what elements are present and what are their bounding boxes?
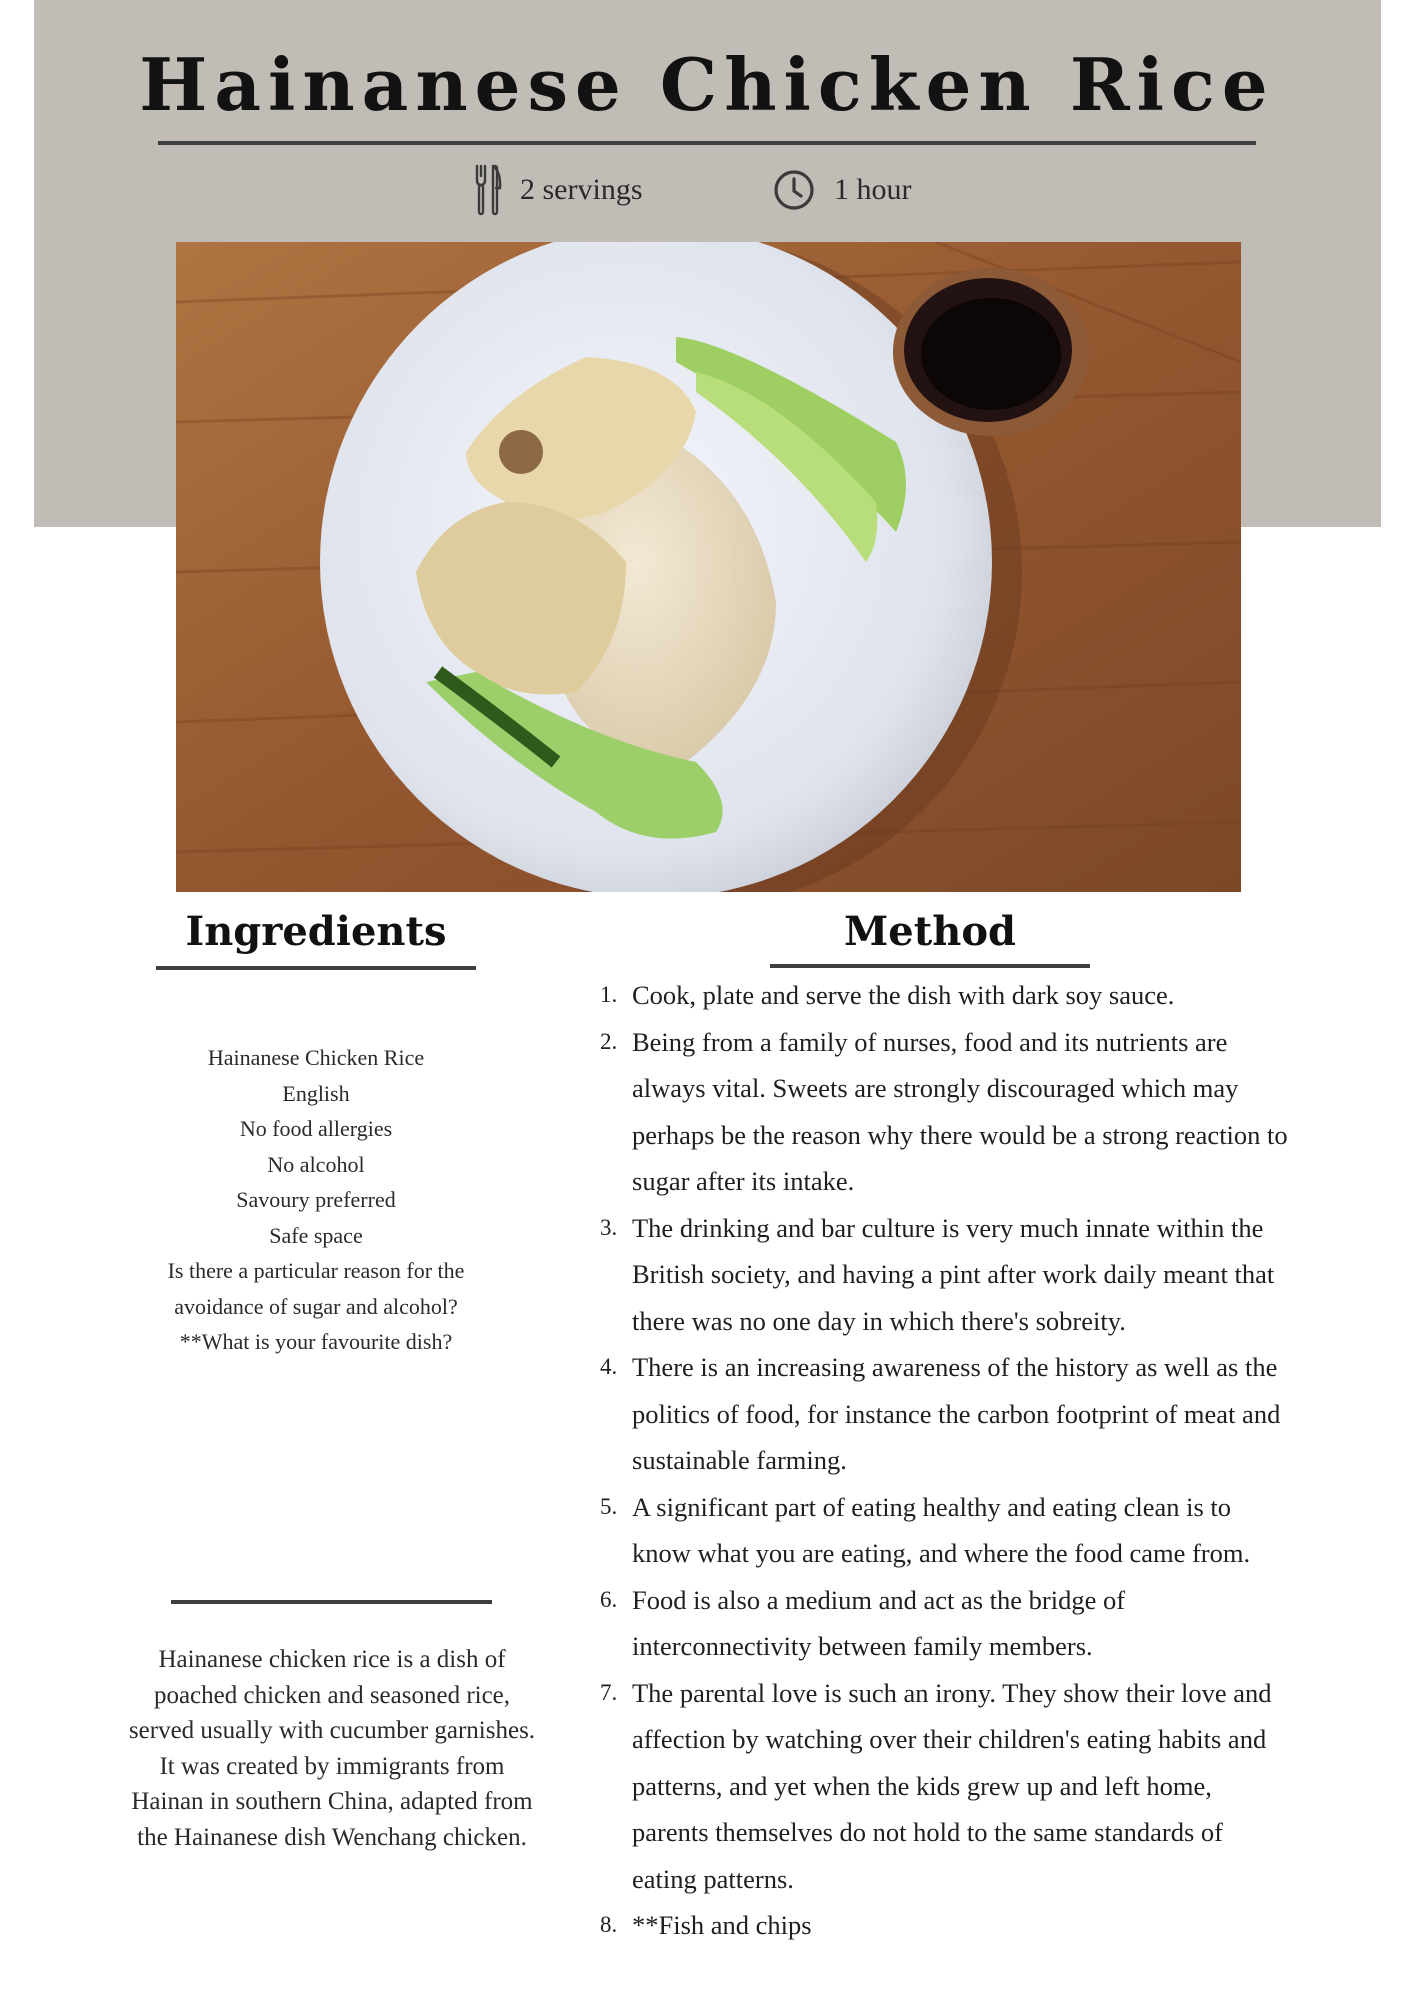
step-number: 8. [600,1912,618,1937]
step-text: A significant part of eating healthy and eating clean is to know what you are eating, and where the food came from. [632,1491,1251,1568]
method-step [600,1344,1290,1484]
ingredients-list [140,1040,492,1360]
ingredient-item: Savoury preferred [236,1187,396,1212]
ingredient-item: Hainanese Chicken Rice [207,1045,425,1070]
time-info [772,160,912,220]
step-number: 6. [600,1586,618,1612]
step-text: Being from a family of nurses, food and its nutrients are always vital. Sweets are strongly discouraged which may perhaps be the reason why there would be a strong reaction to sugar after its intake. [632,1026,1288,1196]
method-step [600,972,1290,1019]
ingredient-item: avoidance of sugar and alcohol? [174,1293,458,1319]
step-text: Cook, plate and serve the dish with dark soy sauce. [632,980,1175,1010]
method-step [600,1670,1290,1903]
dish-description: Hainanese chicken rice is a dish of poached chicken and seasoned rice, served usually with cucumber garnishes. It was created by immigrants from Hainan in southern China, adapted from the Hainanese dish Wenchang chicken. [128,1646,536,1851]
ingredient-item: Is there a particular reason for the [167,1258,465,1283]
ingredient-item: English [282,1080,350,1106]
step-text: Food is also a medium and act as the bridge of interconnectivity between family members. [632,1584,1126,1661]
method-divider [770,964,1090,968]
servings-info [474,160,643,220]
ingredient-item: No food allergies [239,1116,393,1141]
method-step [600,1019,1290,1205]
fork-knife-icon [474,164,502,216]
time-text: 1 hour [834,173,912,206]
recipe-title: Hainanese Chicken Rice [139,42,1275,127]
step-text: The parental love is such an irony. They show their love and affection by watching over their children's eating habits and patterns, and yet when the kids grew up and left home, parents themselves do not hold to the same standards of eating patterns. [632,1677,1272,1894]
step-number: 1. [600,982,618,1007]
servings-text: 2 servings [520,173,643,206]
step-number: 2. [600,1028,618,1054]
step-text: There is an increasing awareness of the history as well as the politics of food, for instance the carbon footprint of meat and sustainable farming. [632,1352,1281,1475]
method-steps [600,972,1290,1949]
method-step [600,1902,1290,1949]
step-number: 7. [600,1679,618,1705]
method-step [600,1484,1290,1577]
description-divider [171,1600,492,1604]
ingredient-item: **What is your favourite dish? [179,1329,453,1354]
method-step [600,1205,1290,1345]
title-divider [158,141,1256,145]
method-heading: Method [844,908,1016,955]
ingredient-item: Safe space [269,1222,363,1248]
dish-photo [176,242,1241,892]
clock-icon [772,168,816,212]
method-step [600,1577,1290,1670]
step-text: **Fish and chips [632,1910,812,1940]
ingredient-item: No alcohol [267,1151,365,1177]
step-number: 3. [600,1214,618,1240]
step-number: 5. [600,1493,618,1519]
ingredients-heading: Ingredients [185,908,447,955]
step-number: 4. [600,1354,618,1379]
ingredients-divider [156,966,476,970]
step-text: The drinking and bar culture is very much innate within the British society, and having a pint after work daily meant that there was no one day in which there's sobreity. [632,1212,1275,1336]
